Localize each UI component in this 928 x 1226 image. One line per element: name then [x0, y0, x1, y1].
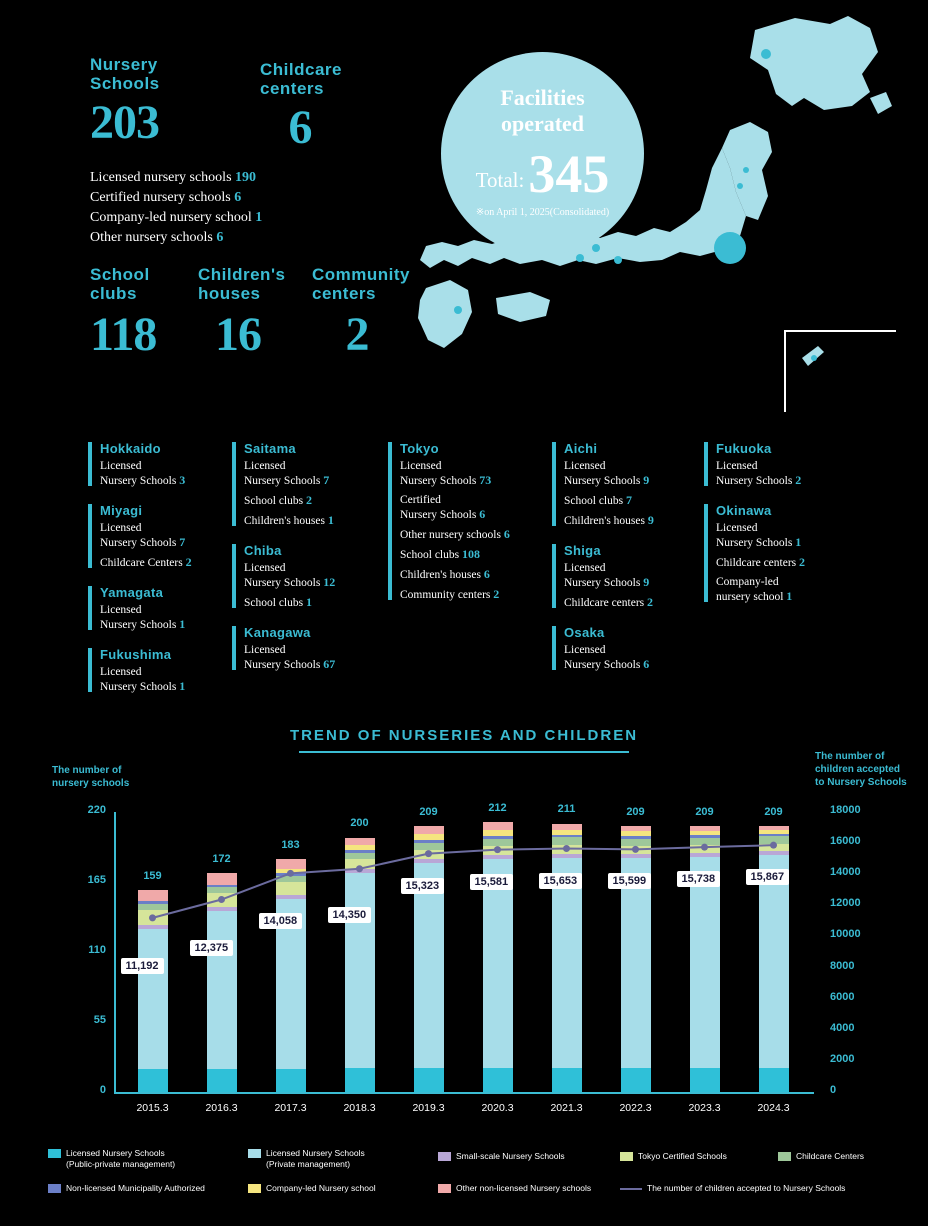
y-axis-right-tick: 2000	[830, 1052, 855, 1065]
stat-nursery-schools-value: 203	[90, 96, 159, 149]
stat-school-clubs-label-1: School	[90, 265, 150, 284]
chart-bar	[414, 782, 444, 1092]
bar-segment	[483, 822, 513, 830]
y-axis-left-tick: 0	[99, 1084, 106, 1096]
legend-item-small-scale: Small-scale Nursery Schools	[438, 1151, 565, 1162]
prefecture-value: 1	[795, 535, 802, 549]
prefecture-line: Licensed Nursery Schools 67	[244, 644, 336, 671]
bar-segment	[414, 850, 444, 859]
bar-total-label: 212	[488, 802, 507, 815]
prefecture-name: Saitama	[244, 441, 296, 456]
chart-bar	[138, 782, 168, 1092]
prefecture-value: 2	[185, 555, 192, 569]
bar-total-label: 209	[626, 806, 645, 818]
bar-segment	[207, 893, 237, 907]
prefecture-value: 108	[461, 547, 480, 561]
bar-segment	[552, 858, 582, 1068]
stat-school-clubs	[90, 265, 156, 361]
prefecture-value: 1	[327, 513, 334, 527]
breakdown-label: Other nursery schools	[90, 230, 213, 245]
bar-segment	[414, 863, 444, 1068]
circle-note: ※on April 1, 2025(Consolidated)	[475, 207, 610, 218]
prefecture-name: Okinawa	[716, 503, 772, 518]
bar-segment	[276, 859, 306, 869]
prefecture-value: 1	[179, 617, 186, 631]
stat-childrens-houses	[198, 265, 285, 361]
prefecture-value: 6	[503, 527, 510, 541]
prefecture-group-okinawa	[704, 502, 854, 604]
prefecture-name: Yamagata	[100, 585, 164, 600]
bar-segment	[552, 845, 582, 854]
stat-community-centers-label-2: centers	[312, 284, 376, 303]
stat-community-centers-label-1: Community	[312, 265, 410, 284]
breakdown-item	[90, 168, 262, 188]
bar-segment	[759, 855, 789, 1068]
prefecture-line: Licensed Nursery Schools 9	[564, 460, 650, 487]
summary-section	[0, 0, 928, 430]
prefecture-value: 9	[643, 575, 650, 589]
bar-segment	[345, 838, 375, 846]
x-axis-tick-label: 2017.3	[274, 1102, 307, 1114]
prefecture-group-saitama	[232, 440, 372, 528]
prefecture-value: 7	[625, 493, 632, 507]
prefecture-column-2	[232, 440, 372, 686]
prefecture-group-fukuoka	[704, 440, 854, 488]
legend-item-other-non-licensed: Other non-licensed Nursery schools	[438, 1183, 591, 1194]
bar-segment	[207, 1069, 237, 1092]
prefecture-value: 73	[479, 473, 492, 487]
prefecture-column-1	[88, 440, 218, 708]
legend-swatch	[48, 1149, 61, 1158]
legend-line-swatch	[620, 1188, 642, 1190]
prefecture-group-shiga	[552, 542, 692, 610]
bar-segment	[276, 882, 306, 895]
prefecture-value: 67	[323, 657, 336, 671]
chart-bar	[207, 782, 237, 1092]
line-point-callout: 15,323	[401, 878, 445, 894]
legend-item-licensed-private: Licensed Nursery Schools (Private management)	[248, 1148, 365, 1170]
prefecture-value: 9	[647, 513, 654, 527]
breakdown-label: Company-led nursery school	[90, 210, 252, 225]
legend-swatch	[48, 1184, 61, 1193]
y-axis-right-caption: The number of children accepted to Nursery Schools	[815, 751, 907, 788]
y-axis-right-tick: 8000	[830, 959, 855, 972]
bar-total-label: 159	[143, 869, 162, 882]
line-point-callout: 14,350	[328, 907, 372, 923]
bar-total-label: 209	[695, 806, 714, 818]
breakdown-value: 6	[234, 190, 242, 205]
bar-segment	[414, 843, 444, 851]
x-axis-tick-label: 2021.3	[550, 1102, 583, 1114]
y-axis-left-tick: 165	[87, 874, 106, 886]
prefecture-line: School clubs 7	[564, 493, 632, 507]
prefecture-line: Licensed Nursery Schools 3	[100, 460, 186, 487]
legend-swatch	[778, 1152, 791, 1161]
chart-legend	[0, 1148, 928, 1202]
prefecture-value: 6	[643, 657, 650, 671]
prefecture-value: 12	[323, 575, 336, 589]
stat-school-clubs-label-2: clubs	[90, 284, 137, 303]
chart-bar	[552, 782, 582, 1092]
prefecture-line: Licensed Nursery Schools 6	[564, 644, 650, 671]
prefecture-value: 2	[305, 493, 312, 507]
prefecture-line: School clubs 108	[400, 547, 480, 561]
prefecture-value: 1	[179, 679, 186, 693]
bar-segment	[207, 911, 237, 1069]
bar-segment	[621, 858, 651, 1068]
legend-item-childcare-centers: Childcare Centers	[778, 1151, 864, 1162]
line-point-callout: 15,653	[539, 873, 583, 889]
prefecture-value: 2	[795, 473, 802, 487]
breakdown-value: 6	[216, 230, 224, 245]
bar-total-label: 211	[557, 803, 576, 816]
legend-swatch	[248, 1184, 261, 1193]
prefecture-name: Fukushima	[100, 647, 172, 662]
prefecture-line: Licensed Nursery Schools 7	[100, 522, 186, 549]
circle-total-value: 345	[528, 144, 610, 204]
bar-total-label: 172	[212, 853, 231, 866]
prefecture-line: Children's houses 9	[564, 513, 654, 527]
prefecture-value: 2	[799, 555, 806, 569]
bar-segment	[759, 1068, 789, 1092]
prefecture-line: Children's houses 1	[244, 513, 334, 527]
y-axis-right-tick: 16000	[830, 835, 861, 848]
line-point-callout: 12,375	[190, 940, 234, 956]
nursery-breakdown-list	[90, 168, 262, 248]
legend-item-non-licensed-municipality: Non-licensed Municipality Authorized	[48, 1183, 205, 1194]
chart-title: TREND OF NURSERIES AND CHILDREN	[289, 727, 639, 744]
breakdown-value: 190	[235, 170, 257, 185]
y-axis-left-line	[114, 812, 116, 1092]
prefecture-line: Other nursery schools 6	[400, 527, 510, 541]
y-axis-left-tick: 110	[88, 944, 106, 956]
prefecture-line: Licensed Nursery Schools 1	[100, 604, 186, 631]
stat-school-clubs-value: 118	[90, 308, 157, 361]
bar-segment	[690, 857, 720, 1068]
prefecture-name: Shiga	[564, 543, 601, 558]
prefecture-group-miyagi	[88, 502, 218, 570]
y-axis-right-tick: 18000	[830, 804, 861, 816]
line-point-callout: 15,599	[608, 873, 652, 889]
bar-segment	[621, 1068, 651, 1092]
x-axis-tick-label: 2020.3	[481, 1102, 514, 1114]
stat-childcare-centers-label-2: centers	[260, 79, 324, 98]
prefecture-group-osaka	[552, 624, 692, 672]
trend-chart-section	[0, 712, 928, 1226]
prefecture-column-4	[552, 440, 692, 686]
prefecture-value: 1	[786, 589, 793, 603]
circle-line-2: operated	[500, 111, 585, 136]
prefecture-group-hokkaido	[88, 440, 218, 488]
x-axis-tick-label: 2015.3	[136, 1102, 169, 1114]
bar-segment	[345, 873, 375, 1068]
bar-segment	[759, 836, 789, 844]
legend-item-company-led: Company-led Nursery school	[248, 1183, 376, 1194]
legend-swatch	[620, 1152, 633, 1161]
prefecture-value: 7	[179, 535, 186, 549]
prefecture-group-fukushima	[88, 646, 218, 694]
chart-bar	[621, 782, 651, 1092]
prefecture-value: 2	[493, 587, 500, 601]
prefecture-line: Licensed Nursery Schools 1	[100, 666, 186, 693]
prefecture-name: Kanagawa	[244, 625, 311, 640]
stat-nursery-schools-label-1: Nursery	[90, 55, 158, 74]
breakdown-label: Licensed nursery schools	[90, 170, 232, 185]
prefecture-value: 6	[479, 507, 486, 521]
x-axis-tick-label: 2022.3	[619, 1102, 652, 1114]
legend-swatch	[248, 1149, 261, 1158]
prefecture-line: Children's houses 6	[400, 567, 490, 581]
prefecture-line: Community centers 2	[400, 587, 500, 601]
circle-total-label: Total:	[475, 167, 525, 192]
prefecture-line: Licensed Nursery Schools 2	[716, 460, 802, 487]
legend-item-children-line: The number of children accepted to Nursery Schools	[620, 1183, 845, 1194]
stat-community-centers-value: 2	[345, 308, 369, 361]
prefecture-line: Certified Nursery Schools 6	[400, 494, 486, 521]
prefecture-value: 3	[179, 473, 186, 487]
bar-segment	[621, 846, 651, 854]
prefecture-name: Fukuoka	[716, 441, 772, 456]
y-axis-right-tick: 12000	[830, 897, 861, 910]
bar-segment	[414, 1068, 444, 1092]
x-axis-tick-label: 2019.3	[412, 1102, 445, 1114]
stat-nursery-schools	[90, 55, 160, 149]
bar-segment	[483, 846, 513, 855]
breakdown-label: Certified nursery schools	[90, 190, 231, 205]
legend-row-1	[0, 1148, 928, 1170]
chart-bar	[483, 782, 513, 1092]
y-axis-left-tick: 220	[87, 804, 106, 816]
y-axis-right-tick: 0	[830, 1084, 837, 1096]
bar-segment	[138, 929, 168, 1069]
bar-segment	[483, 1068, 513, 1092]
prefecture-group-yamagata	[88, 584, 218, 632]
y-axis-left-caption: The number of nursery schools	[52, 765, 130, 789]
prefecture-line: Licensed Nursery Schools 12	[244, 562, 336, 589]
bar-segment	[138, 910, 168, 925]
bar-segment	[276, 1069, 306, 1092]
line-point-callout: 14,058	[259, 913, 303, 929]
prefecture-value: 6	[483, 567, 490, 581]
breakdown-item	[90, 228, 262, 248]
stat-childrens-houses-label-1: Children's	[198, 265, 286, 284]
prefecture-value: 1	[305, 595, 312, 609]
bar-total-label: 200	[350, 817, 369, 830]
prefecture-group-aichi	[552, 440, 692, 528]
chart-title-underline	[299, 751, 629, 753]
chart-bar	[759, 782, 789, 1092]
bar-segment	[552, 837, 582, 845]
x-axis-tick-label: 2023.3	[688, 1102, 721, 1114]
line-point-callout: 15,867	[746, 869, 790, 885]
line-point-callout: 11,192	[121, 958, 164, 974]
chart-bar	[276, 782, 306, 1092]
legend-swatch	[438, 1152, 451, 1161]
y-axis-right-tick: 6000	[830, 990, 855, 1003]
prefecture-name: Aichi	[564, 441, 598, 456]
x-axis-line	[114, 1092, 814, 1094]
stat-nursery-schools-label-2: Schools	[90, 74, 160, 93]
prefecture-line: Licensed Nursery Schools 73	[400, 460, 492, 487]
chart-bar	[690, 782, 720, 1092]
bar-segment	[690, 845, 720, 853]
prefecture-breakdown	[0, 440, 928, 700]
prefecture-line: Childcare Centers 2	[100, 555, 192, 569]
stat-childcare-centers-value: 6	[288, 101, 312, 154]
stat-childcare-centers-label-1: Childcare	[260, 60, 342, 79]
prefecture-line: Licensed Nursery Schools 7	[244, 460, 330, 487]
y-axis-right-tick: 14000	[830, 866, 861, 879]
breakdown-item	[90, 208, 262, 228]
bar-segment	[759, 844, 789, 852]
prefecture-group-tokyo	[388, 440, 548, 602]
bar-total-label: 183	[281, 839, 300, 852]
prefecture-name: Chiba	[244, 543, 282, 558]
bar-segment	[621, 839, 651, 847]
x-axis-tick-label: 2018.3	[343, 1102, 376, 1114]
y-axis-right-tick: 4000	[830, 1021, 855, 1034]
prefecture-group-kanagawa	[232, 624, 372, 672]
bar-segment	[207, 873, 237, 884]
prefecture-name: Osaka	[564, 625, 605, 640]
legend-item-tokyo-certified: Tokyo Certified Schools	[620, 1151, 727, 1162]
x-axis-tick-label: 2024.3	[757, 1102, 790, 1114]
prefecture-value: 7	[323, 473, 330, 487]
legend-row-2	[0, 1180, 928, 1202]
prefecture-line: School clubs 1	[244, 595, 312, 609]
legend-item-licensed-public-private: Licensed Nursery Schools (Public-private management)	[48, 1148, 175, 1170]
prefecture-value: 2	[647, 595, 654, 609]
prefecture-name: Miyagi	[100, 503, 143, 518]
stat-childrens-houses-label-2: houses	[198, 284, 261, 303]
breakdown-value: 1	[255, 210, 263, 225]
prefecture-line: Company-led nursery school 1	[716, 576, 793, 603]
bar-total-label: 209	[764, 806, 783, 818]
bar-segment	[552, 1068, 582, 1092]
y-axis-right-tick: 10000	[830, 928, 861, 941]
prefecture-value: 9	[643, 473, 650, 487]
bar-segment	[483, 839, 513, 847]
prefecture-name: Hokkaido	[100, 441, 161, 456]
bar-segment	[690, 838, 720, 846]
bar-segment	[138, 890, 168, 901]
prefecture-name: Tokyo	[400, 441, 439, 456]
chart-plot-area	[0, 782, 928, 1142]
prefecture-line: Licensed Nursery Schools 1	[716, 522, 802, 549]
x-axis-tick-label: 2016.3	[205, 1102, 238, 1114]
prefecture-line: Childcare centers 2	[716, 555, 806, 569]
stat-childcare-centers	[260, 60, 342, 154]
line-point-callout: 15,581	[470, 874, 514, 890]
legend-swatch	[438, 1184, 451, 1193]
prefecture-line: Licensed Nursery Schools 9	[564, 562, 650, 589]
stat-childrens-houses-value: 16	[215, 308, 261, 361]
bar-total-label: 209	[419, 806, 438, 818]
breakdown-item	[90, 188, 262, 208]
line-point-callout: 15,738	[677, 871, 721, 887]
prefecture-line: School clubs 2	[244, 493, 312, 507]
bar-segment	[690, 1068, 720, 1092]
prefecture-group-chiba	[232, 542, 372, 610]
prefecture-column-3	[388, 440, 548, 616]
circle-line-1: Facilities	[500, 85, 585, 110]
prefecture-column-5	[704, 440, 854, 618]
bar-segment	[345, 859, 375, 869]
bar-segment	[138, 1069, 168, 1092]
prefecture-line: Childcare centers 2	[564, 595, 654, 609]
bar-segment	[414, 826, 444, 834]
y-axis-left-tick: 55	[93, 1014, 106, 1026]
facilities-total-circle	[441, 52, 644, 255]
stat-community-centers	[312, 265, 410, 361]
bar-segment	[345, 1068, 375, 1092]
bar-segment	[483, 859, 513, 1068]
